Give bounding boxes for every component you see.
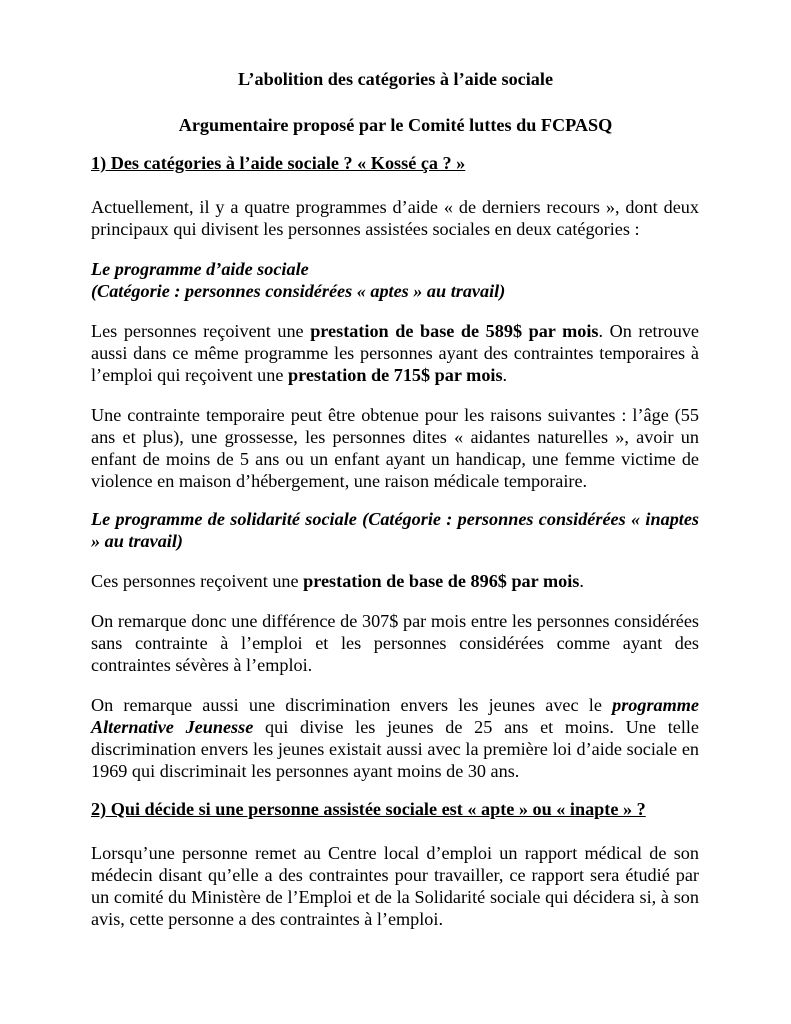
intro-paragraph: Actuellement, il y a quatre programmes d’aide « de derniers recours », dont deux principaux qui divisent les personnes assistées sociales en deux catégories : — [91, 197, 699, 239]
program-1-heading — [91, 258, 699, 302]
p6-text-c: qui divise les jeunes de 25 ans et moins. Une telle discrimination envers les jeunes existait aussi avec la première loi d’aide sociale en 1969 qui discriminait les personnes ayant moins de 30 ans. — [91, 717, 699, 781]
program-1-category: (Catégorie : personnes considérées « aptes » au travail) — [91, 281, 506, 301]
youth-discrimination-paragraph — [91, 694, 699, 782]
p2-text-e: . — [502, 365, 508, 385]
program-1-name: Le programme d’aide sociale — [91, 259, 309, 279]
medical-report-paragraph: Lorsqu’une personne remet au Centre local d’emploi un rapport médical de son médecin disant qu’elle a des contraintes pour travailler, ce rapport sera étudié par un comité du Ministère de l’Emploi et de la Solidarité sociale qui décidera si, à son avis, cette personne a des contraintes à l’emploi. — [91, 843, 699, 929]
p4-text-c: . — [579, 571, 584, 591]
p6-text-a: On remarque aussi une discrimination envers les jeunes avec le — [91, 695, 613, 715]
temporary-constraints-paragraph: Une contrainte temporaire peut être obtenue pour les raisons suivantes : l’âge (55 ans et plus), une grossesse, les personnes dites « aidantes naturelles », avoir un enfant de moins de 5 ans ou un enfant ayant un handicap, une femme victime de violence en maison d’hébergement, une raison médicale temporaire. — [91, 405, 699, 491]
program-2-amount-paragraph — [91, 570, 699, 592]
temporary-amount-715: prestation de 715$ par mois — [287, 365, 503, 385]
program-1-amounts-paragraph — [91, 320, 699, 386]
document-title: L’abolition des catégories à l’aide sociale — [237, 69, 554, 89]
p2-text-c: . On retrouve aussi dans ce même programme les personnes ayant des contraintes temporaires à l’emploi qui reçoivent une — [91, 321, 699, 385]
document-subtitle: Argumentaire proposé par le Comité luttes du FCPASQ — [178, 115, 613, 135]
alternative-jeunesse-program: programme Alternative Jeunesse — [91, 695, 699, 737]
section-1-heading: 1) Des catégories à l’aide sociale ? « Kossé ça ? » — [91, 153, 466, 173]
p2-text-a: Les personnes reçoivent une — [91, 321, 311, 341]
base-amount-589: prestation de base de 589$ par mois — [310, 321, 599, 341]
base-amount-896: prestation de base de 896$ par mois — [303, 571, 580, 591]
program-2-heading: Le programme de solidarité sociale (Catégorie : personnes considérées « inaptes » au travail) — [91, 509, 699, 551]
difference-paragraph: On remarque donc une différence de 307$ par mois entre les personnes considérées sans contrainte à l’emploi et les personnes considérées comme ayant des contraintes sévères à l’emploi. — [91, 611, 699, 675]
p4-text-a: Ces personnes reçoivent une — [91, 571, 304, 591]
section-2-heading: 2) Qui décide si une personne assistée sociale est « apte » ou « inapte » ? — [91, 799, 646, 819]
